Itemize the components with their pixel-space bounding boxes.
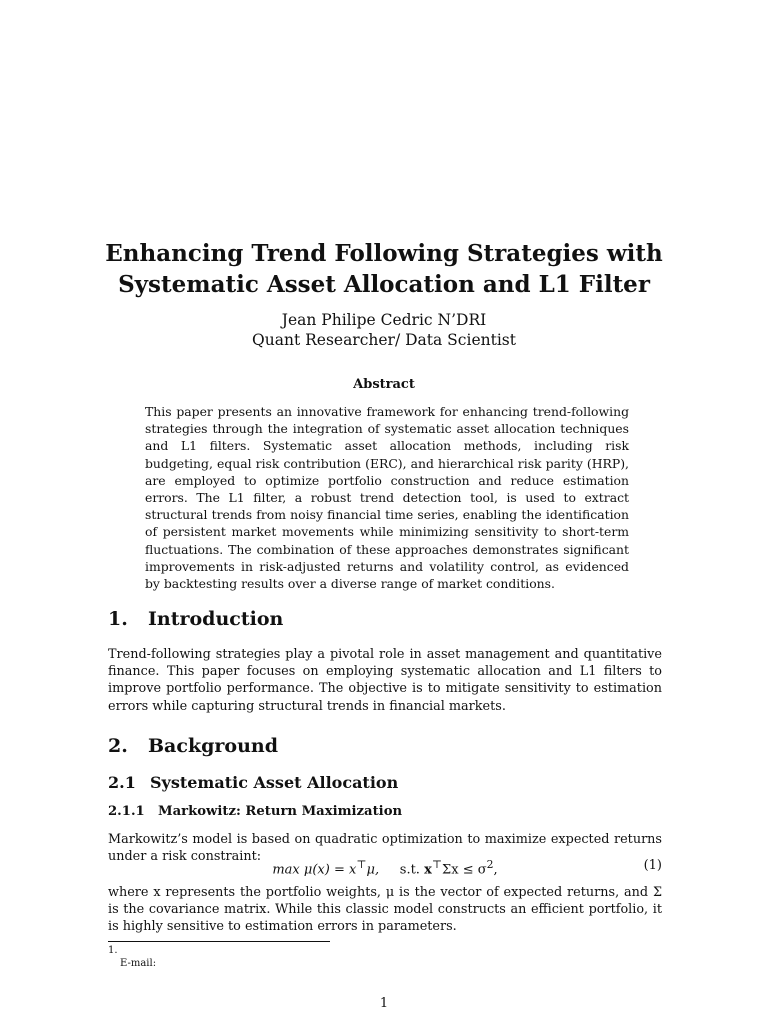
footnote-mark: 1.	[108, 945, 118, 956]
eq-constraint-tail: ,	[493, 862, 498, 878]
eq-objective: max μ(x) = x	[272, 862, 357, 878]
section-title: Introduction	[148, 608, 284, 630]
footnote	[108, 944, 156, 970]
paper-title	[60, 238, 708, 300]
abstract-body	[145, 403, 629, 592]
equation-1	[108, 858, 662, 878]
footnote-rule	[108, 941, 330, 942]
introduction-paragraph: Trend-following strategies play a pivotal role in asset management and quantitative finance. This paper focuses on employing systematic allocation and L1 filters to improve portfolio performance. The objective is to mitigate sensitivity to estimation errors while capturing structural trends in financial markets.	[108, 647, 662, 714]
page-number: 1	[379, 996, 389, 1011]
subsubsection-heading-markowitz	[108, 804, 402, 819]
title-line-2: Systematic Asset Allocation and L1 Filter	[118, 271, 650, 298]
subsubsection-number: 2.1.1	[108, 804, 145, 819]
author-block	[60, 310, 708, 350]
subsubsection-title: Markowitz: Return Maximization	[158, 804, 403, 819]
eq-constraint-x: x	[424, 862, 432, 878]
abstract-heading: Abstract	[353, 377, 415, 392]
equation-body: max μ(x) = x⊤μ, s.t. $x^⊤\Sigma x \le \sigma^2$,	[272, 858, 498, 878]
section-heading-background	[108, 735, 278, 757]
section-number: 1.	[108, 608, 128, 630]
equation-number: (1)	[643, 858, 662, 873]
section-heading-introduction	[108, 608, 283, 630]
eq-objective-tail: μ,	[366, 862, 380, 878]
section-number: 2.	[108, 735, 128, 757]
abstract-text: This paper presents an innovative framework for enhancing trend-following strategies through the integration of systematic asset allocation techniques and L1 filters. Systematic asset allocation methods, including risk budgeting, equal risk contribution (ERC), and hierarchical risk parity (HRP), are employed to optimize portfolio construction and reduce estimation errors. The L1 filter, a robust trend detection tool, is used to extract structural trends from noisy financial time series, enabling the identification of persistent market movements while minimizing sensitivity to short-term fluctuations. The combination of these approaches demonstrates significant improvements in risk-adjusted returns and volatility control, as evidenced by backtesting results over a diverse range of market conditions.	[145, 404, 629, 592]
section-title: Background	[148, 735, 278, 757]
author-affiliation: Quant Researcher/ Data Scientist	[252, 331, 516, 349]
subsection-number: 2.1	[108, 773, 136, 792]
subsection-heading-systematic-asset-allocation	[108, 773, 398, 792]
subsection-title: Systematic Asset Allocation	[150, 773, 399, 792]
title-line-1: Enhancing Trend Following Strategies with	[105, 240, 663, 267]
eq-constraint-mid: Σx ≤ σ	[442, 862, 487, 878]
author-name: Jean Philipe Cedric N’DRI	[281, 311, 487, 329]
footnote-email-label: E-mail:	[120, 958, 157, 969]
markowitz-paragraph-intro: Markowitz’s model is based on quadratic optimization to maximize expected returns under a risk constraint:	[108, 832, 662, 865]
markowitz-paragraph-after: where x represents the portfolio weights, μ is the vector of expected returns, and Σ is the covariance matrix. While this classic model constructs an efficient portfolio, it is highly sensitive to estimation errors in parameters.	[108, 885, 662, 935]
eq-constraint-label: s.t.	[399, 862, 420, 878]
